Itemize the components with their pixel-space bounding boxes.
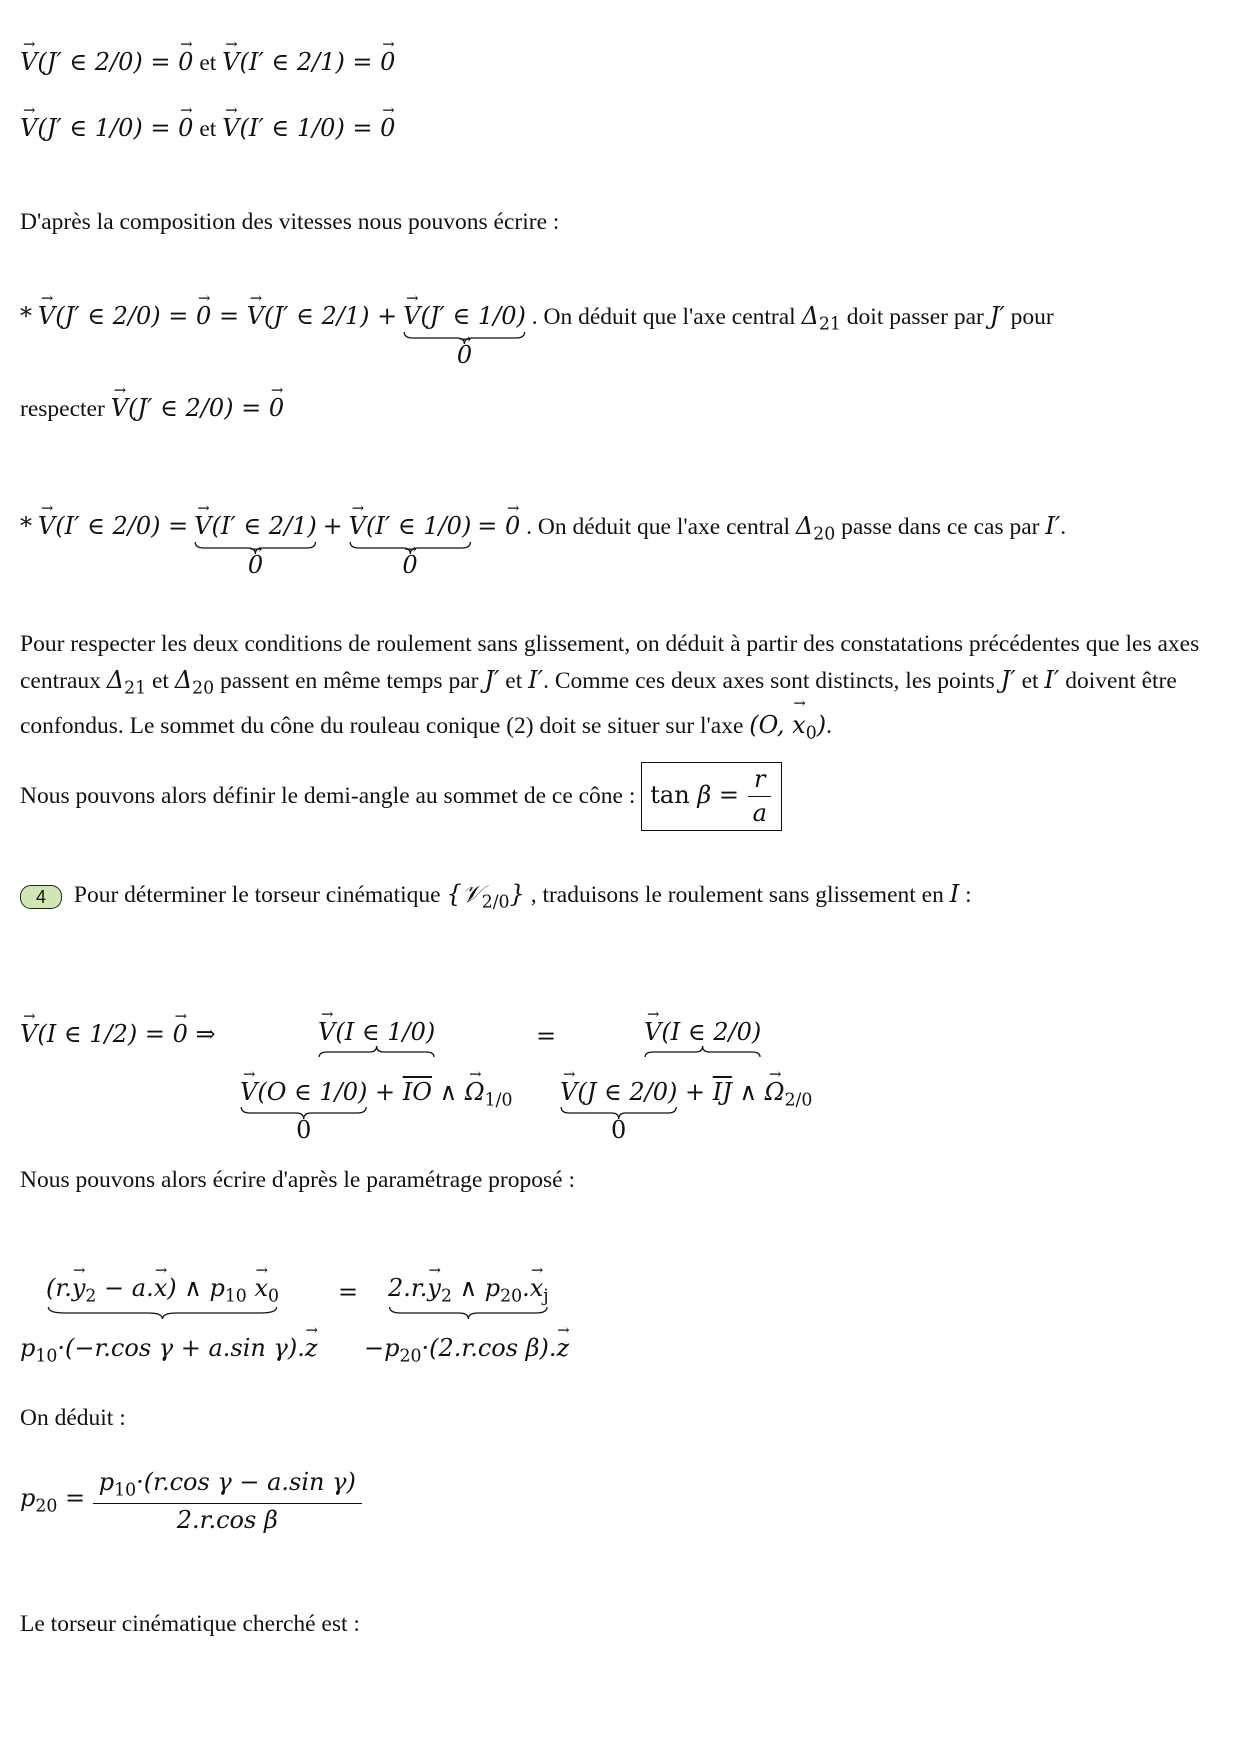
underbrace-v-j-10: V →(J′ ∈ 1/0) 0 → [403, 302, 526, 367]
p-conditions-1: Pour respecter les deux conditions de roulement sans glissement, on déduit à partir des constatations précédentes que les axes centraux [20, 631, 1200, 694]
underbrace-v-i-21: V →(I′ ∈ 2/1) 0 → [194, 512, 317, 577]
conj-et: et [505, 668, 523, 694]
p-torsor-a: Pour déterminer le torseur cinématique [73, 882, 441, 908]
rolling-eq-equals: = [536, 1022, 557, 1050]
zero-label: 0 → [402, 553, 417, 577]
paragraph-final: Le torseur cinématique cherché est : [20, 1611, 360, 1637]
conj-et: et [199, 116, 217, 142]
text-axis20-a: . On déduit que l'axe central [526, 514, 791, 540]
conj-et: et [199, 50, 217, 76]
conj-et: et [151, 668, 169, 694]
param-eq-right-bottom: $-p_{20}\cdot(2.r.\cos$ β).z → [364, 1334, 569, 1367]
equation-line-1: V →(J′ ∈ 2/0) = 0 → et V →(I′ ∈ 2/1) = 0 → [20, 48, 395, 77]
param-eq-equals: = [338, 1278, 359, 1306]
zero-label: 0 → [457, 343, 472, 367]
rolling-eq-lhs: V →(I ∈ 1/2) = 0 → ⇒ [20, 1020, 216, 1048]
equation-axis-21: * V →(J′ ∈ 2/0) = 0 → = V →(J′ ∈ 2/1) + V →(J′ ∈ 1/0) 0 → . On déduit que l'axe central $\Delta_{21}$ doit passer par J′ pour [20, 302, 1054, 367]
rolling-eq-right-top: V →(I ∈ 2/0) [644, 1018, 761, 1058]
text-axis21-a: . On déduit que l'axe central [531, 304, 796, 330]
text-axis21-b: doit passer par [846, 304, 984, 330]
text-respect: respecter [20, 396, 105, 422]
param-eq-right-top: $2.r.y \to_2$ ∧ $p_{20}.x \to_j$ [388, 1274, 549, 1319]
rolling-eq-left-bottom: V →(O ∈ 1/0) 0 + $\overline{IO}$ ∧ $\Omega \to_{1/0}$ [240, 1078, 512, 1142]
paragraph-param: Nous pouvons alors écrire d'après le paramétrage proposé : [20, 1167, 575, 1193]
paragraph-half-angle [20, 762, 782, 831]
zero-label: 0 [296, 1116, 312, 1144]
paragraph-composition: D'après la composition des vitesses nous pouvons écrire : [20, 209, 560, 235]
text-axis21-c: pour [1010, 304, 1054, 330]
paragraph-conditions: Pour respecter les deux conditions de roulement sans glissement, on déduit à partir des constatations précédentes que les axes centraux $\Delta_{21}$ et $\Delta_{20}$ passent en même temps par J′ et I′. Comme ces deux axes sont distincts, les points J′ et I′ doivent être confondus. Le sommet du cône du rouleau conique (2) doit se situer sur l'axe (O, $x \to_0$). [20, 626, 1220, 751]
equation-line-2: V →(J′ ∈ 1/0) = 0 → et V →(I′ ∈ 1/0) = 0 → [20, 114, 395, 143]
p-half-angle: Nous pouvons alors définir le demi-angle au sommet de ce cône : [20, 783, 636, 810]
text-axis20-b: passe dans ce cas par [841, 514, 1040, 540]
rolling-eq-left-top: V →(I ∈ 1/0) [318, 1018, 435, 1058]
p-torsor-b: , traduisons le roulement sans glissement en [530, 882, 944, 908]
question-number-badge: 4 [20, 885, 62, 909]
zero-label: 0 [611, 1116, 627, 1144]
zero-label: 0 → [248, 553, 263, 577]
boxed-tan-beta: tan β = $\frac{r}{a}$ [641, 762, 782, 831]
param-eq-left-bottom: $p_{10}\cdot(-r.\cos$ γ + a.sin γ).z → [20, 1334, 317, 1367]
conj-et: et [1021, 668, 1039, 694]
equation-respect: respecter V →(J′ ∈ 2/0) = 0 → [20, 394, 284, 423]
p20-formula: $p_{20}$ = $\frac{p_{10}\cdot(r.\cos \gamma - a.\sin \gamma)}{\text{2.r.cos β}}$ [20, 1468, 362, 1534]
section-4-heading: 4 Pour déterminer le torseur cinématique {𝒱$_{2/0}$} , traduisons le roulement sans glissement en I : [20, 880, 972, 913]
paragraph-deduce: On déduit : [20, 1405, 126, 1431]
bullet: * [20, 302, 32, 330]
underbrace-v-i-10: V →(I′ ∈ 1/0) 0 → [349, 512, 472, 577]
equation-axis-20: * V →(I′ ∈ 2/0) = V →(I′ ∈ 2/1) 0 → + V →(I′ ∈ 1/0) 0 → = 0 → . On déduit que l'axe central $\Delta_{20}$ passe dans ce cas par I′. [20, 512, 1066, 577]
p-conditions-4: doivent être confondus. Le sommet du cône du rouleau conique (2) doit se situer sur l'axe [20, 668, 1177, 739]
p-conditions-3: . Comme ces deux axes sont distincts, les points [543, 668, 995, 694]
p-conditions-2: passent en même temps par [220, 668, 479, 694]
bullet: * [20, 512, 32, 540]
param-eq-left-top: ($r.y \to_2 - a.x$ →) ∧ $p_{10}$ $x \to_0$ [46, 1274, 279, 1319]
rolling-eq-right-bottom: V →(J ∈ 2/0) 0 + $\overline{IJ}$ ∧ $\Omega \to_{2/0}$ [560, 1078, 812, 1142]
